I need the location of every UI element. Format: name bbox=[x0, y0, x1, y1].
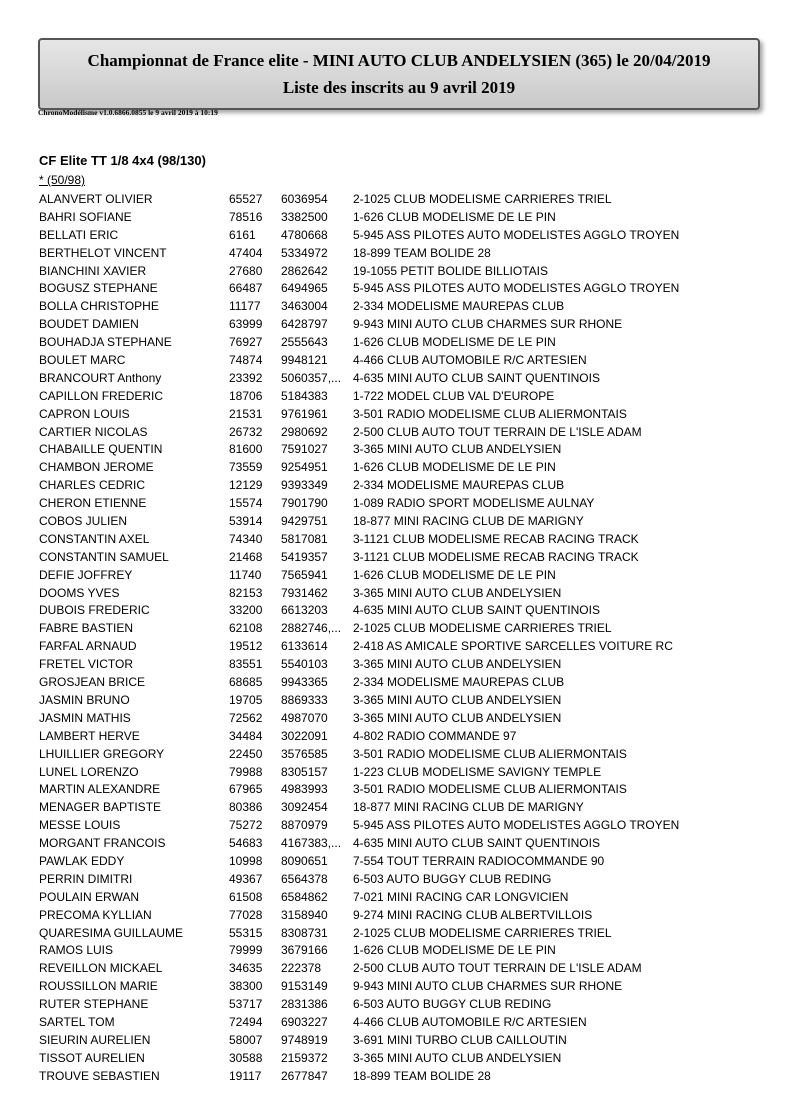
entry-number: 49367 bbox=[229, 871, 263, 886]
list-item bbox=[39, 388, 759, 406]
entry-name: BOULET MARC bbox=[39, 353, 126, 368]
list-item bbox=[39, 513, 759, 531]
list-item bbox=[39, 459, 759, 477]
entry-licence: 9948121 bbox=[281, 353, 328, 368]
entry-club: 3-501 RADIO MODELISME CLUB ALIERMONTAIS bbox=[353, 406, 627, 421]
entry-club: 4-635 MINI AUTO CLUB SAINT QUENTINOIS bbox=[353, 370, 600, 385]
entry-number: 78516 bbox=[229, 209, 263, 224]
entry-name: BERTHELOT VINCENT bbox=[39, 245, 167, 260]
entry-name: BOLLA CHRISTOPHE bbox=[39, 299, 159, 314]
entry-name: PRECOMA KYLLIAN bbox=[39, 907, 152, 922]
entry-club: 9-274 MINI RACING CLUB ALBERTVILLOIS bbox=[353, 907, 593, 922]
list-item bbox=[39, 316, 759, 334]
entry-licence: 4167383,... bbox=[281, 836, 342, 851]
entry-licence: 7931462 bbox=[281, 585, 328, 600]
entry-name: BAHRI SOFIANE bbox=[39, 209, 132, 224]
entry-number: 11177 bbox=[229, 299, 261, 314]
list-item bbox=[39, 334, 759, 352]
category-title: CF Elite TT 1/8 4x4 (98/130) bbox=[39, 153, 206, 168]
entry-number: 27680 bbox=[229, 263, 263, 278]
entry-number: 72494 bbox=[229, 1014, 263, 1029]
entry-club: 18-877 MINI RACING CLUB DE MARIGNY bbox=[353, 800, 584, 815]
list-item bbox=[39, 298, 759, 316]
entry-club: 4-635 MINI AUTO CLUB SAINT QUENTINOIS bbox=[353, 603, 600, 618]
entry-name: CAPILLON FREDERIC bbox=[39, 388, 164, 403]
entry-number: 12129 bbox=[229, 478, 263, 493]
entry-name: QUARESIMA GUILLAUME bbox=[39, 925, 184, 940]
entry-number: 81600 bbox=[229, 442, 263, 457]
entry-club: 9-943 MINI AUTO CLUB CHARMES SUR RHONE bbox=[353, 317, 623, 332]
entry-club: 3-365 MINI AUTO CLUB ANDELYSIEN bbox=[353, 710, 562, 725]
entry-number: 11740 bbox=[229, 567, 262, 582]
entry-number: 34635 bbox=[229, 961, 263, 976]
entry-licence: 6494965 bbox=[281, 281, 328, 296]
entry-licence: 9761961 bbox=[281, 406, 328, 421]
entry-name: JASMIN MATHIS bbox=[39, 710, 131, 725]
entry-licence: 9254951 bbox=[281, 460, 328, 475]
entry-number: 61508 bbox=[229, 889, 263, 904]
entry-licence: 3382500 bbox=[281, 209, 328, 224]
entry-number: 67965 bbox=[229, 782, 263, 797]
list-item bbox=[39, 817, 759, 835]
entry-licence: 9153149 bbox=[281, 979, 328, 994]
entry-club: 3-501 RADIO MODELISME CLUB ALIERMONTAIS bbox=[353, 746, 627, 761]
entry-name: BOGUSZ STEPHANE bbox=[39, 281, 158, 296]
entry-club: 2-1025 CLUB MODELISME CARRIERES TRIEL bbox=[353, 621, 612, 636]
entry-name: DOOMS YVES bbox=[39, 585, 120, 600]
list-item bbox=[39, 1050, 759, 1068]
entry-licence: 6564378 bbox=[281, 871, 328, 886]
entry-name: BELLATI ERIC bbox=[39, 227, 119, 242]
list-item bbox=[39, 1032, 759, 1050]
entry-club: 9-943 MINI AUTO CLUB CHARMES SUR RHONE bbox=[353, 979, 623, 994]
entry-licence: 4987070 bbox=[281, 710, 328, 725]
entry-licence: 9748919 bbox=[281, 1032, 328, 1047]
entry-name: SIEURIN AURELIEN bbox=[39, 1032, 151, 1047]
entry-name: CHABAILLE QUENTIN bbox=[39, 442, 163, 457]
entry-licence: 9943365 bbox=[281, 675, 328, 690]
entry-number: 68685 bbox=[229, 675, 263, 690]
list-item bbox=[39, 280, 759, 298]
entry-club: 4-802 RADIO COMMANDE 97 bbox=[353, 728, 517, 743]
entry-licence: 2882746,... bbox=[281, 621, 342, 636]
list-item bbox=[39, 674, 759, 692]
entry-name: ALANVERT OLIVIER bbox=[39, 192, 153, 206]
entry-number: 65527 bbox=[229, 192, 263, 206]
entry-club: 3-365 MINI AUTO CLUB ANDELYSIEN bbox=[353, 657, 562, 672]
list-item bbox=[39, 764, 759, 782]
entry-licence: 2980692 bbox=[281, 424, 328, 439]
entry-name: RUTER STEPHANE bbox=[39, 997, 149, 1012]
entry-name: PERRIN DIMITRI bbox=[39, 871, 133, 886]
entry-number: 19512 bbox=[229, 639, 263, 654]
list-item bbox=[39, 1014, 759, 1032]
list-item bbox=[39, 477, 759, 495]
entry-club: 7-021 MINI RACING CAR LONGVICIEN bbox=[353, 889, 569, 904]
entry-club: 19-1055 PETIT BOLIDE BILLIOTAIS bbox=[353, 263, 548, 278]
entry-licence: 8870979 bbox=[281, 818, 328, 833]
entry-number: 47404 bbox=[229, 245, 263, 260]
entry-number: 80386 bbox=[229, 800, 263, 815]
list-item bbox=[39, 656, 759, 674]
entry-name: CONSTANTIN AXEL bbox=[39, 531, 150, 546]
entry-club: 1-722 MODEL CLUB VAL D'EUROPE bbox=[353, 388, 555, 403]
entry-club: 1-626 CLUB MODELISME DE LE PIN bbox=[353, 335, 556, 350]
entry-name: MORGANT FRANCOIS bbox=[39, 836, 166, 851]
entry-number: 22450 bbox=[229, 746, 263, 761]
list-item bbox=[39, 925, 759, 943]
entry-name: FARFAL ARNAUD bbox=[39, 639, 137, 654]
list-item bbox=[39, 799, 759, 817]
entry-number: 66487 bbox=[229, 281, 263, 296]
list-item bbox=[39, 620, 759, 638]
entry-licence: 2677847 bbox=[281, 1068, 328, 1083]
entry-club: 2-500 CLUB AUTO TOUT TERRAIN DE L'ISLE ADAM bbox=[353, 961, 642, 976]
entry-licence: 6036954 bbox=[281, 192, 328, 206]
list-item bbox=[39, 352, 759, 370]
entry-club: 3-691 MINI TURBO CLUB CAILLOUTIN bbox=[353, 1032, 567, 1047]
entry-number: 77028 bbox=[229, 907, 263, 922]
entry-name: BOUDET DAMIEN bbox=[39, 317, 139, 332]
entry-number: 34484 bbox=[229, 728, 263, 743]
entry-name: FRETEL VICTOR bbox=[39, 657, 134, 672]
entry-licence: 7591027 bbox=[281, 442, 328, 457]
entry-number: 18706 bbox=[229, 388, 263, 403]
entry-club: 2-334 MODELISME MAUREPAS CLUB bbox=[353, 478, 565, 493]
entry-number: 63999 bbox=[229, 317, 263, 332]
list-item bbox=[39, 441, 759, 459]
entry-number: 62108 bbox=[229, 621, 263, 636]
list-item bbox=[39, 746, 759, 764]
list-item bbox=[39, 781, 759, 799]
entry-number: 21531 bbox=[229, 406, 263, 421]
entry-licence: 5419357 bbox=[281, 549, 328, 564]
entry-licence: 6613203 bbox=[281, 603, 328, 618]
entry-number: 38300 bbox=[229, 979, 263, 994]
entry-number: 74874 bbox=[229, 353, 263, 368]
entry-club: 2-500 CLUB AUTO TOUT TERRAIN DE L'ISLE ADAM bbox=[353, 424, 642, 439]
entry-club: 2-418 AS AMICALE SPORTIVE SARCELLES VOITURE RC bbox=[353, 639, 673, 654]
software-version: ChronoModélisme v1.0.6866.0855 le 9 avril 2019 à 10:19 bbox=[38, 108, 218, 117]
list-item bbox=[39, 692, 759, 710]
entry-club: 5-945 ASS PILOTES AUTO MODELISTES AGGLO TROYEN bbox=[353, 281, 680, 296]
entry-licence: 4780668 bbox=[281, 227, 328, 242]
entry-club: 18-899 TEAM BOLIDE 28 bbox=[353, 245, 491, 260]
entry-number: 72562 bbox=[229, 710, 263, 725]
entry-number: 74340 bbox=[229, 531, 263, 546]
entry-number: 30588 bbox=[229, 1050, 263, 1065]
entry-licence: 3463004 bbox=[281, 299, 328, 314]
entry-club: 18-899 TEAM BOLIDE 28 bbox=[353, 1068, 491, 1083]
entry-name: BIANCHINI XAVIER bbox=[39, 263, 147, 278]
list-item bbox=[39, 495, 759, 513]
entry-name: CHAMBON JEROME bbox=[39, 460, 154, 475]
entry-number: 79999 bbox=[229, 943, 263, 958]
entry-club: 3-365 MINI AUTO CLUB ANDELYSIEN bbox=[353, 1050, 562, 1065]
entry-name: CONSTANTIN SAMUEL bbox=[39, 549, 169, 564]
entry-club: 1-223 CLUB MODELISME SAVIGNY TEMPLE bbox=[353, 764, 602, 779]
entry-name: CARTIER NICOLAS bbox=[39, 424, 148, 439]
entry-club: 6-503 AUTO BUGGY CLUB REDING bbox=[353, 871, 552, 886]
entry-name: MESSE LOUIS bbox=[39, 818, 121, 833]
entry-name: POULAIN ERWAN bbox=[39, 889, 140, 904]
entry-club: 2-334 MODELISME MAUREPAS CLUB bbox=[353, 299, 565, 314]
page-title: Championnat de France elite - MINI AUTO CLUB ANDELYSIEN (365) le 20/04/2019 bbox=[87, 51, 711, 70]
list-item bbox=[39, 263, 759, 281]
list-item bbox=[39, 567, 759, 585]
list-item bbox=[39, 960, 759, 978]
entry-club: 4-466 CLUB AUTOMOBILE R/C ARTESIEN bbox=[353, 1014, 587, 1029]
list-item bbox=[39, 549, 759, 567]
entry-name: LHUILLIER GREGORY bbox=[39, 746, 165, 761]
entry-licence: 5334972 bbox=[281, 245, 328, 260]
entry-number: 54683 bbox=[229, 836, 263, 851]
entry-licence: 8869333 bbox=[281, 692, 328, 707]
entry-licence: 3158940 bbox=[281, 907, 328, 922]
entry-number: 26732 bbox=[229, 424, 263, 439]
entry-name: TISSOT AURELIEN bbox=[39, 1050, 145, 1065]
list-item bbox=[39, 585, 759, 603]
entry-licence: 6133614 bbox=[281, 639, 328, 654]
entry-number: 76927 bbox=[229, 335, 263, 350]
entry-name: DEFIE JOFFREY bbox=[39, 567, 133, 582]
entry-name: MENAGER BAPTISTE bbox=[39, 800, 162, 815]
entry-licence: 5060357,... bbox=[281, 370, 342, 385]
page-subtitle: Liste des inscrits au 9 avril 2019 bbox=[282, 78, 516, 97]
category-subgroup: * (50/98) bbox=[39, 173, 86, 187]
entry-club: 3-365 MINI AUTO CLUB ANDELYSIEN bbox=[353, 442, 562, 457]
entry-name: BRANCOURT Anthony bbox=[39, 370, 162, 385]
entry-name: TROUVE SEBASTIEN bbox=[39, 1068, 160, 1083]
entry-name: ROUSSILLON MARIE bbox=[39, 979, 158, 994]
entry-licence: 2555643 bbox=[281, 335, 328, 350]
entry-club: 4-466 CLUB AUTOMOBILE R/C ARTESIEN bbox=[353, 353, 587, 368]
entry-licence: 5817081 bbox=[281, 531, 328, 546]
header-banner bbox=[38, 38, 760, 110]
entry-licence: 7565941 bbox=[281, 567, 328, 582]
entry-licence: 3679166 bbox=[281, 943, 328, 958]
entry-licence: 2159372 bbox=[281, 1050, 328, 1065]
entry-number: 83551 bbox=[229, 657, 263, 672]
entry-name: MARTIN ALEXANDRE bbox=[39, 782, 161, 797]
entry-number: 10998 bbox=[229, 853, 263, 868]
entry-club: 2-1025 CLUB MODELISME CARRIERES TRIEL bbox=[353, 192, 612, 206]
entry-number: 33200 bbox=[229, 603, 263, 618]
entry-number: 82153 bbox=[229, 585, 263, 600]
entry-name: PAWLAK EDDY bbox=[39, 853, 125, 868]
entry-club: 2-1025 CLUB MODELISME CARRIERES TRIEL bbox=[353, 925, 612, 940]
list-item bbox=[39, 531, 759, 549]
entry-club: 5-945 ASS PILOTES AUTO MODELISTES AGGLO TROYEN bbox=[353, 818, 680, 833]
entry-number: 79988 bbox=[229, 764, 263, 779]
list-item bbox=[39, 978, 759, 996]
list-item bbox=[39, 853, 759, 871]
list-item bbox=[39, 871, 759, 889]
entry-club: 3-365 MINI AUTO CLUB ANDELYSIEN bbox=[353, 692, 562, 707]
entry-number: 73559 bbox=[229, 460, 263, 475]
entry-name: JASMIN BRUNO bbox=[39, 692, 130, 707]
list-item bbox=[39, 227, 759, 245]
entry-name: DUBOIS FREDERIC bbox=[39, 603, 150, 618]
entry-name: SARTEL TOM bbox=[39, 1014, 115, 1029]
list-item bbox=[39, 245, 759, 263]
list-item bbox=[39, 602, 759, 620]
entry-licence: 6584862 bbox=[281, 889, 328, 904]
list-item bbox=[39, 1068, 759, 1086]
entry-club: 6-503 AUTO BUGGY CLUB REDING bbox=[353, 997, 552, 1012]
entry-number: 23392 bbox=[229, 370, 263, 385]
entry-name: CHARLES CEDRIC bbox=[39, 478, 146, 493]
entry-name: RAMOS LUIS bbox=[39, 943, 114, 958]
entry-name: REVEILLON MICKAEL bbox=[39, 961, 163, 976]
entry-number: 75272 bbox=[229, 818, 263, 833]
entry-name: CAPRON LOUIS bbox=[39, 406, 130, 421]
list-item bbox=[39, 942, 759, 960]
list-item bbox=[39, 835, 759, 853]
entry-licence: 8305157 bbox=[281, 764, 328, 779]
entry-club: 4-635 MINI AUTO CLUB SAINT QUENTINOIS bbox=[353, 836, 600, 851]
list-item bbox=[39, 424, 759, 442]
entry-club: 18-877 MINI RACING CLUB DE MARIGNY bbox=[353, 514, 584, 529]
list-item bbox=[39, 406, 759, 424]
entry-licence: 2862642 bbox=[281, 263, 328, 278]
entry-club: 3-365 MINI AUTO CLUB ANDELYSIEN bbox=[353, 585, 562, 600]
entry-club: 5-945 ASS PILOTES AUTO MODELISTES AGGLO TROYEN bbox=[353, 227, 680, 242]
entry-number: 19117 bbox=[229, 1068, 262, 1083]
entry-number: 53717 bbox=[229, 997, 263, 1012]
list-item bbox=[39, 889, 759, 907]
entry-club: 3-1121 CLUB MODELISME RECAB RACING TRACK bbox=[353, 549, 639, 564]
entry-name: GROSJEAN BRICE bbox=[39, 675, 146, 690]
entry-number: 53914 bbox=[229, 514, 263, 529]
entry-number: 21468 bbox=[229, 549, 263, 564]
entry-number: 55315 bbox=[229, 925, 263, 940]
entry-licence: 4983993 bbox=[281, 782, 328, 797]
entry-club: 1-626 CLUB MODELISME DE LE PIN bbox=[353, 460, 556, 475]
list-item bbox=[39, 209, 759, 227]
entry-licence: 8090651 bbox=[281, 853, 328, 868]
entry-licence: 3576585 bbox=[281, 746, 328, 761]
entry-licence: 9429751 bbox=[281, 514, 328, 529]
entry-name: FABRE BASTIEN bbox=[39, 621, 134, 636]
entry-name: CHERON ETIENNE bbox=[39, 496, 147, 511]
entry-club: 3-1121 CLUB MODELISME RECAB RACING TRACK bbox=[353, 531, 639, 546]
entry-licence: 6428797 bbox=[281, 317, 328, 332]
entry-name: LUNEL LORENZO bbox=[39, 764, 139, 779]
entry-number: 15574 bbox=[229, 496, 263, 511]
entry-licence: 8308731 bbox=[281, 925, 328, 940]
entry-licence: 7901790 bbox=[281, 496, 328, 511]
list-item bbox=[39, 728, 759, 746]
entry-club: 1-626 CLUB MODELISME DE LE PIN bbox=[353, 567, 556, 582]
entry-name: COBOS JULIEN bbox=[39, 514, 128, 529]
list-item bbox=[39, 370, 759, 388]
entry-club: 3-501 RADIO MODELISME CLUB ALIERMONTAIS bbox=[353, 782, 627, 797]
entry-club: 1-626 CLUB MODELISME DE LE PIN bbox=[353, 943, 556, 958]
entry-licence: 9393349 bbox=[281, 478, 328, 493]
entry-club: 2-334 MODELISME MAUREPAS CLUB bbox=[353, 675, 565, 690]
entry-name: LAMBERT HERVE bbox=[39, 728, 140, 743]
entry-licence: 222378 bbox=[281, 961, 322, 976]
entry-licence: 3022091 bbox=[281, 728, 328, 743]
list-item bbox=[39, 996, 759, 1014]
entry-club: 1-089 RADIO SPORT MODELISME AULNAY bbox=[353, 496, 595, 511]
list-item bbox=[39, 191, 759, 209]
entry-number: 6161 bbox=[229, 227, 256, 242]
entry-licence: 3092454 bbox=[281, 800, 328, 815]
entry-licence: 5184383 bbox=[281, 388, 328, 403]
list-item bbox=[39, 907, 759, 925]
entry-licence: 5540103 bbox=[281, 657, 328, 672]
entry-licence: 2831386 bbox=[281, 997, 328, 1012]
list-item bbox=[39, 638, 759, 656]
list-item bbox=[39, 710, 759, 728]
entry-club: 7-554 TOUT TERRAIN RADIOCOMMANDE 90 bbox=[353, 853, 605, 868]
entry-licence: 6903227 bbox=[281, 1014, 328, 1029]
entry-club: 1-626 CLUB MODELISME DE LE PIN bbox=[353, 209, 556, 224]
entries-list bbox=[39, 191, 759, 1086]
entry-number: 58007 bbox=[229, 1032, 263, 1047]
entry-name: BOUHADJA STEPHANE bbox=[39, 335, 172, 350]
entry-number: 19705 bbox=[229, 692, 263, 707]
